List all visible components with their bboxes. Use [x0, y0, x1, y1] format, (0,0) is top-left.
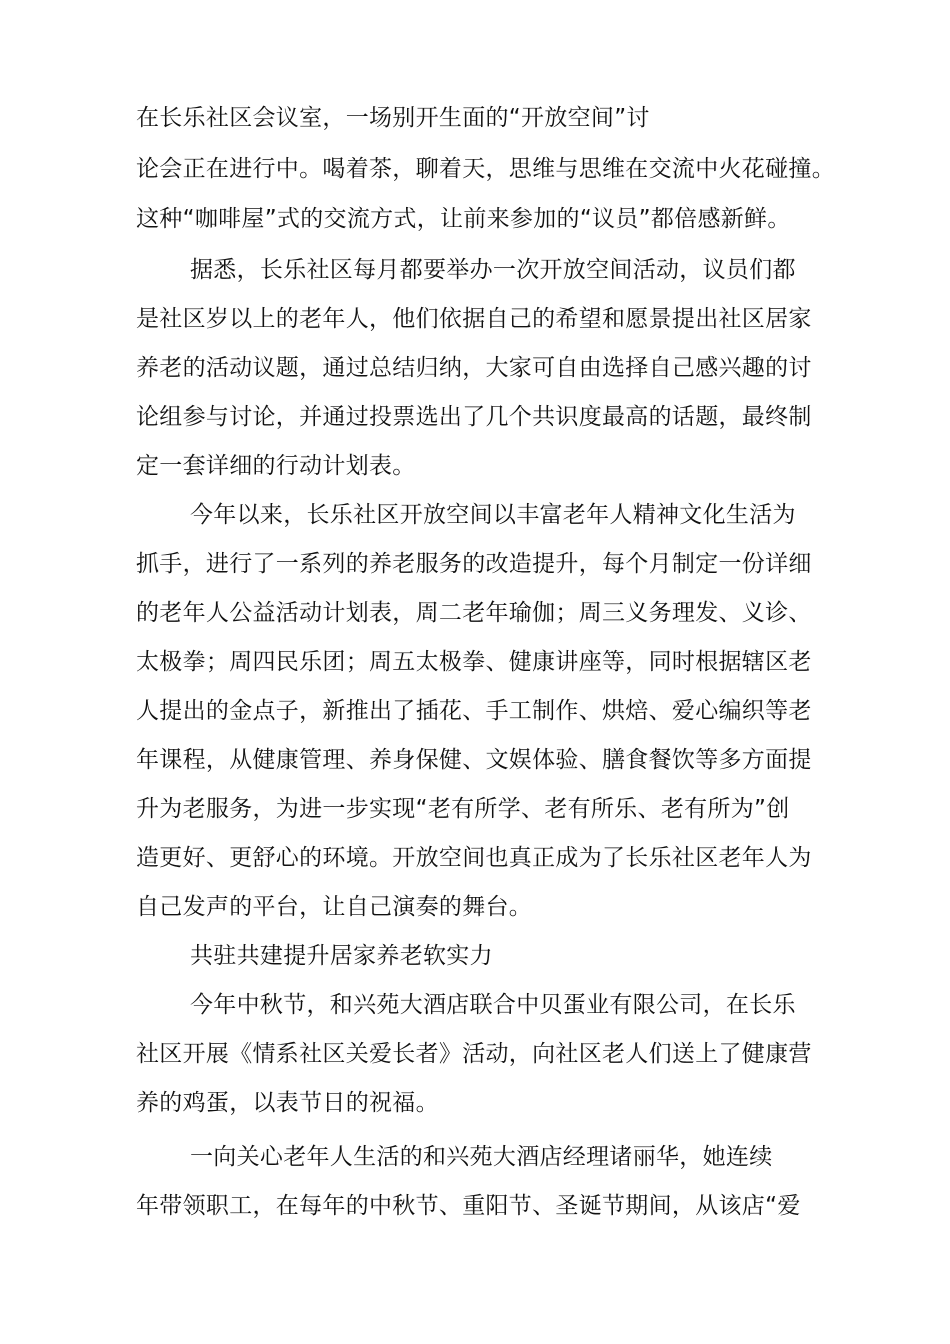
paragraph-line: 定一套详细的行动计划表。	[136, 453, 416, 479]
paragraph-line: 自己发声的平台，让自己演奏的舞台。	[136, 894, 533, 920]
paragraph-line: 年课程，从健康管理、养身保健、文娱体验、膳食餐饮等多方面提	[136, 747, 812, 773]
paragraph-line: 论会正在进行中。喝着茶，聊着天，思维与思维在交流中火花碰撞。	[136, 156, 835, 182]
paragraph-line: 今年中秋节，和兴苑大酒店联合中贝蛋业有限公司，在长乐	[190, 992, 796, 1018]
paragraph-line: 这种“咖啡屋”式的交流方式，让前来参加的“议员”都倍感新鲜。	[136, 206, 791, 232]
paragraph-line: 太极拳；周四民乐团；周五太极拳、健康讲座等，同时根据辖区老	[136, 649, 812, 675]
paragraph-line: 抓手，进行了一系列的养老服务的改造提升，每个月制定一份详细	[136, 551, 812, 577]
paragraph-line: 造更好、更舒心的环境。开放空间也真正成为了长乐社区老年人为	[136, 845, 812, 871]
paragraph-line: 年带领职工，在每年的中秋节、重阳节、圣诞节期间，从该店“爱	[136, 1193, 801, 1219]
paragraph-line: 社区开展《情系社区关爱长者》活动，向社区老人们送上了健康营	[136, 1041, 812, 1067]
paragraph-line: 一向关心老年人生活的和兴苑大酒店经理诸丽华，她连续	[190, 1144, 773, 1170]
paragraph-line: 升为老服务，为进一步实现“老有所学、老有所乐、老有所为”创	[136, 796, 790, 822]
paragraph-line: 在长乐社区会议室，一场别开生面的“开放空间”讨	[136, 105, 650, 131]
section-heading: 共驻共建提升居家养老软实力	[190, 943, 493, 969]
paragraph-line: 养的鸡蛋，以表节日的祝福。	[136, 1090, 439, 1116]
paragraph-line: 是社区岁以上的老年人，他们依据自己的希望和愿景提出社区居家	[136, 306, 812, 332]
paragraph-line: 养老的活动议题，通过总结归纳，大家可自由选择自己感兴趣的讨	[136, 355, 812, 381]
paragraph-line: 的老年人公益活动计划表，周二老年瑜伽；周三义务理发、义诊、	[136, 600, 812, 626]
paragraph-line: 人提出的金点子，新推出了插花、手工制作、烘焙、爱心编织等老	[136, 698, 812, 724]
paragraph-line: 论组参与讨论，并通过投票选出了几个共识度最高的话题，最终制	[136, 404, 812, 430]
paragraph-line: 据悉，长乐社区每月都要举办一次开放空间活动，议员们都	[190, 257, 796, 283]
paragraph-line: 今年以来，长乐社区开放空间以丰富老年人精神文化生活为	[190, 502, 796, 528]
